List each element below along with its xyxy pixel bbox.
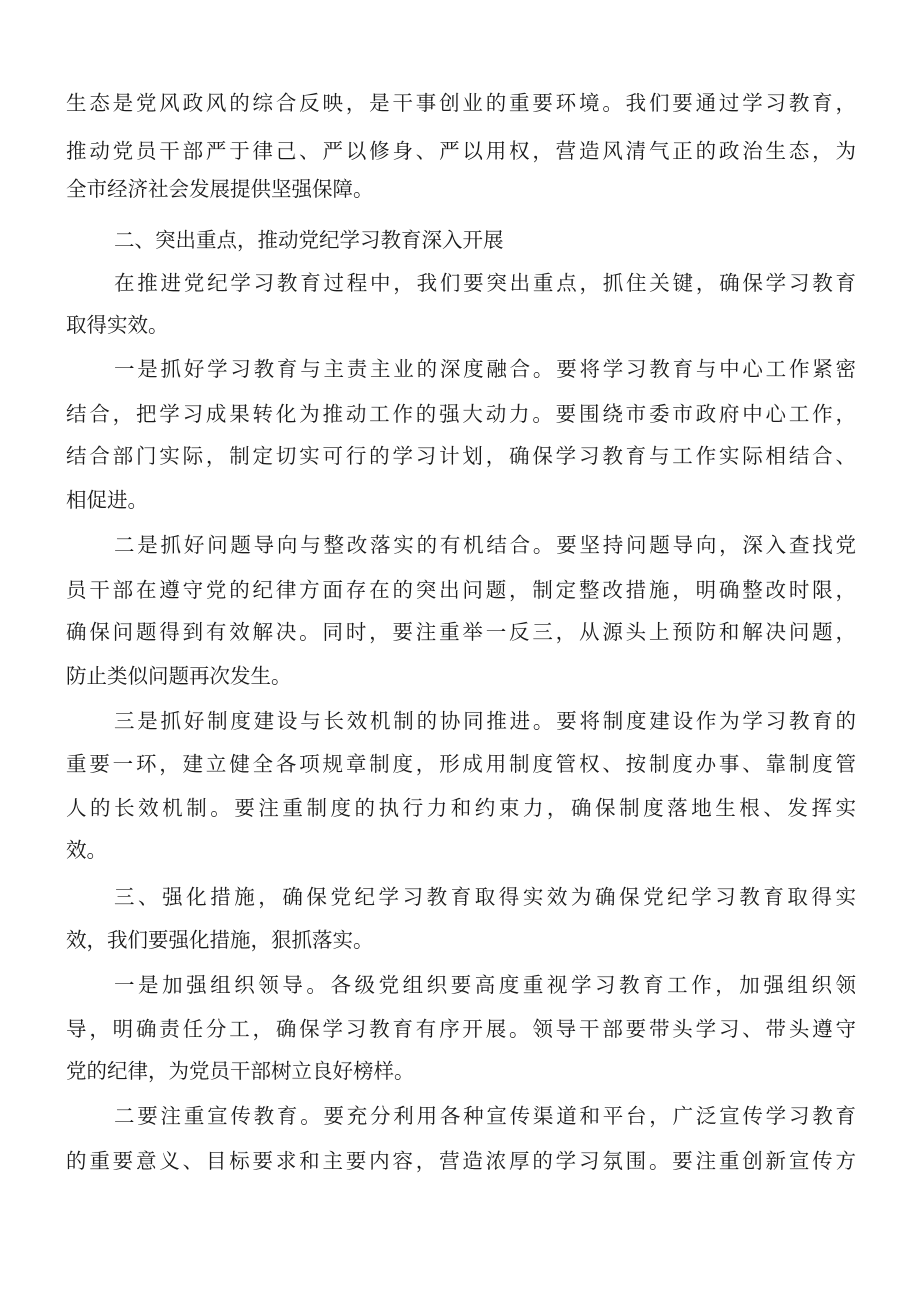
paragraph-line: 生态是党风政风的综合反映，是干事创业的重要环境。我们要通过学习教育，	[66, 91, 856, 115]
paragraph-line: 人的长效机制。要注重制度的执行力和约束力，确保制度落地生根、发挥实	[66, 796, 856, 820]
paragraph-line: 确保问题得到有效解决。同时，要注重举一反三，从源头上预防和解决问题，	[66, 620, 856, 644]
paragraph-line: 推动党员干部严于律己、严以修身、严以用权，营造风清气正的政治生态，为	[66, 139, 856, 163]
paragraph-line: 相促进。	[66, 488, 148, 512]
paragraph-line: 防止类似问题再次发生。	[66, 664, 292, 688]
paragraph-line: 取得实效。	[66, 313, 169, 337]
paragraph-line: 三是抓好制度建设与长效机制的协同推进。要将制度建设作为学习教育的	[114, 709, 856, 733]
section-heading: 二、突出重点，推动党纪学习教育深入开展	[114, 228, 504, 252]
paragraph-line: 的重要意义、目标要求和主要内容，营造浓厚的学习氛围。要注重创新宣传方	[66, 1149, 856, 1173]
paragraph-line: 二要注重宣传教育。要充分利用各种宣传渠道和平台，广泛宣传学习教育	[114, 1104, 856, 1128]
paragraph-line: 结合部门实际，制定切实可行的学习计划，确保学习教育与工作实际相结合、	[66, 444, 856, 468]
paragraph-line: 重要一环，建立健全各项规章制度，形成用制度管权、按制度办事、靠制度管	[66, 752, 856, 776]
paragraph-line: 在推进党纪学习教育过程中，我们要突出重点，抓住关键，确保学习教育	[114, 271, 856, 295]
paragraph-line: 二是抓好问题导向与整改落实的有机结合。要坚持问题导向，深入查找党	[114, 533, 856, 557]
paragraph-line: 结合，把学习成果转化为推动工作的强大动力。要围绕市委市政府中心工作，	[66, 402, 856, 426]
paragraph-line: 党的纪律，为党员干部树立良好榜样。	[66, 1059, 415, 1083]
section-heading: 效，我们要强化措施，狠抓落实。	[66, 928, 374, 952]
paragraph-line: 一是加强组织领导。各级党组织要高度重视学习教育工作，加强组织领	[114, 973, 856, 997]
paragraph-line: 效。	[66, 838, 107, 862]
paragraph-line: 全市经济社会发展提供坚强保障。	[66, 177, 374, 201]
section-heading: 三、强化措施，确保党纪学习教育取得实效为确保党纪学习教育取得实	[114, 885, 856, 909]
paragraph-line: 一是抓好学习教育与主责主业的深度融合。要将学习教育与中心工作紧密	[114, 357, 856, 381]
paragraph-line: 员干部在遵守党的纪律方面存在的突出问题，制定整改措施，明确整改时限，	[66, 578, 856, 602]
paragraph-line: 导，明确责任分工，确保学习教育有序开展。领导干部要带头学习、带头遵守	[66, 1017, 856, 1041]
